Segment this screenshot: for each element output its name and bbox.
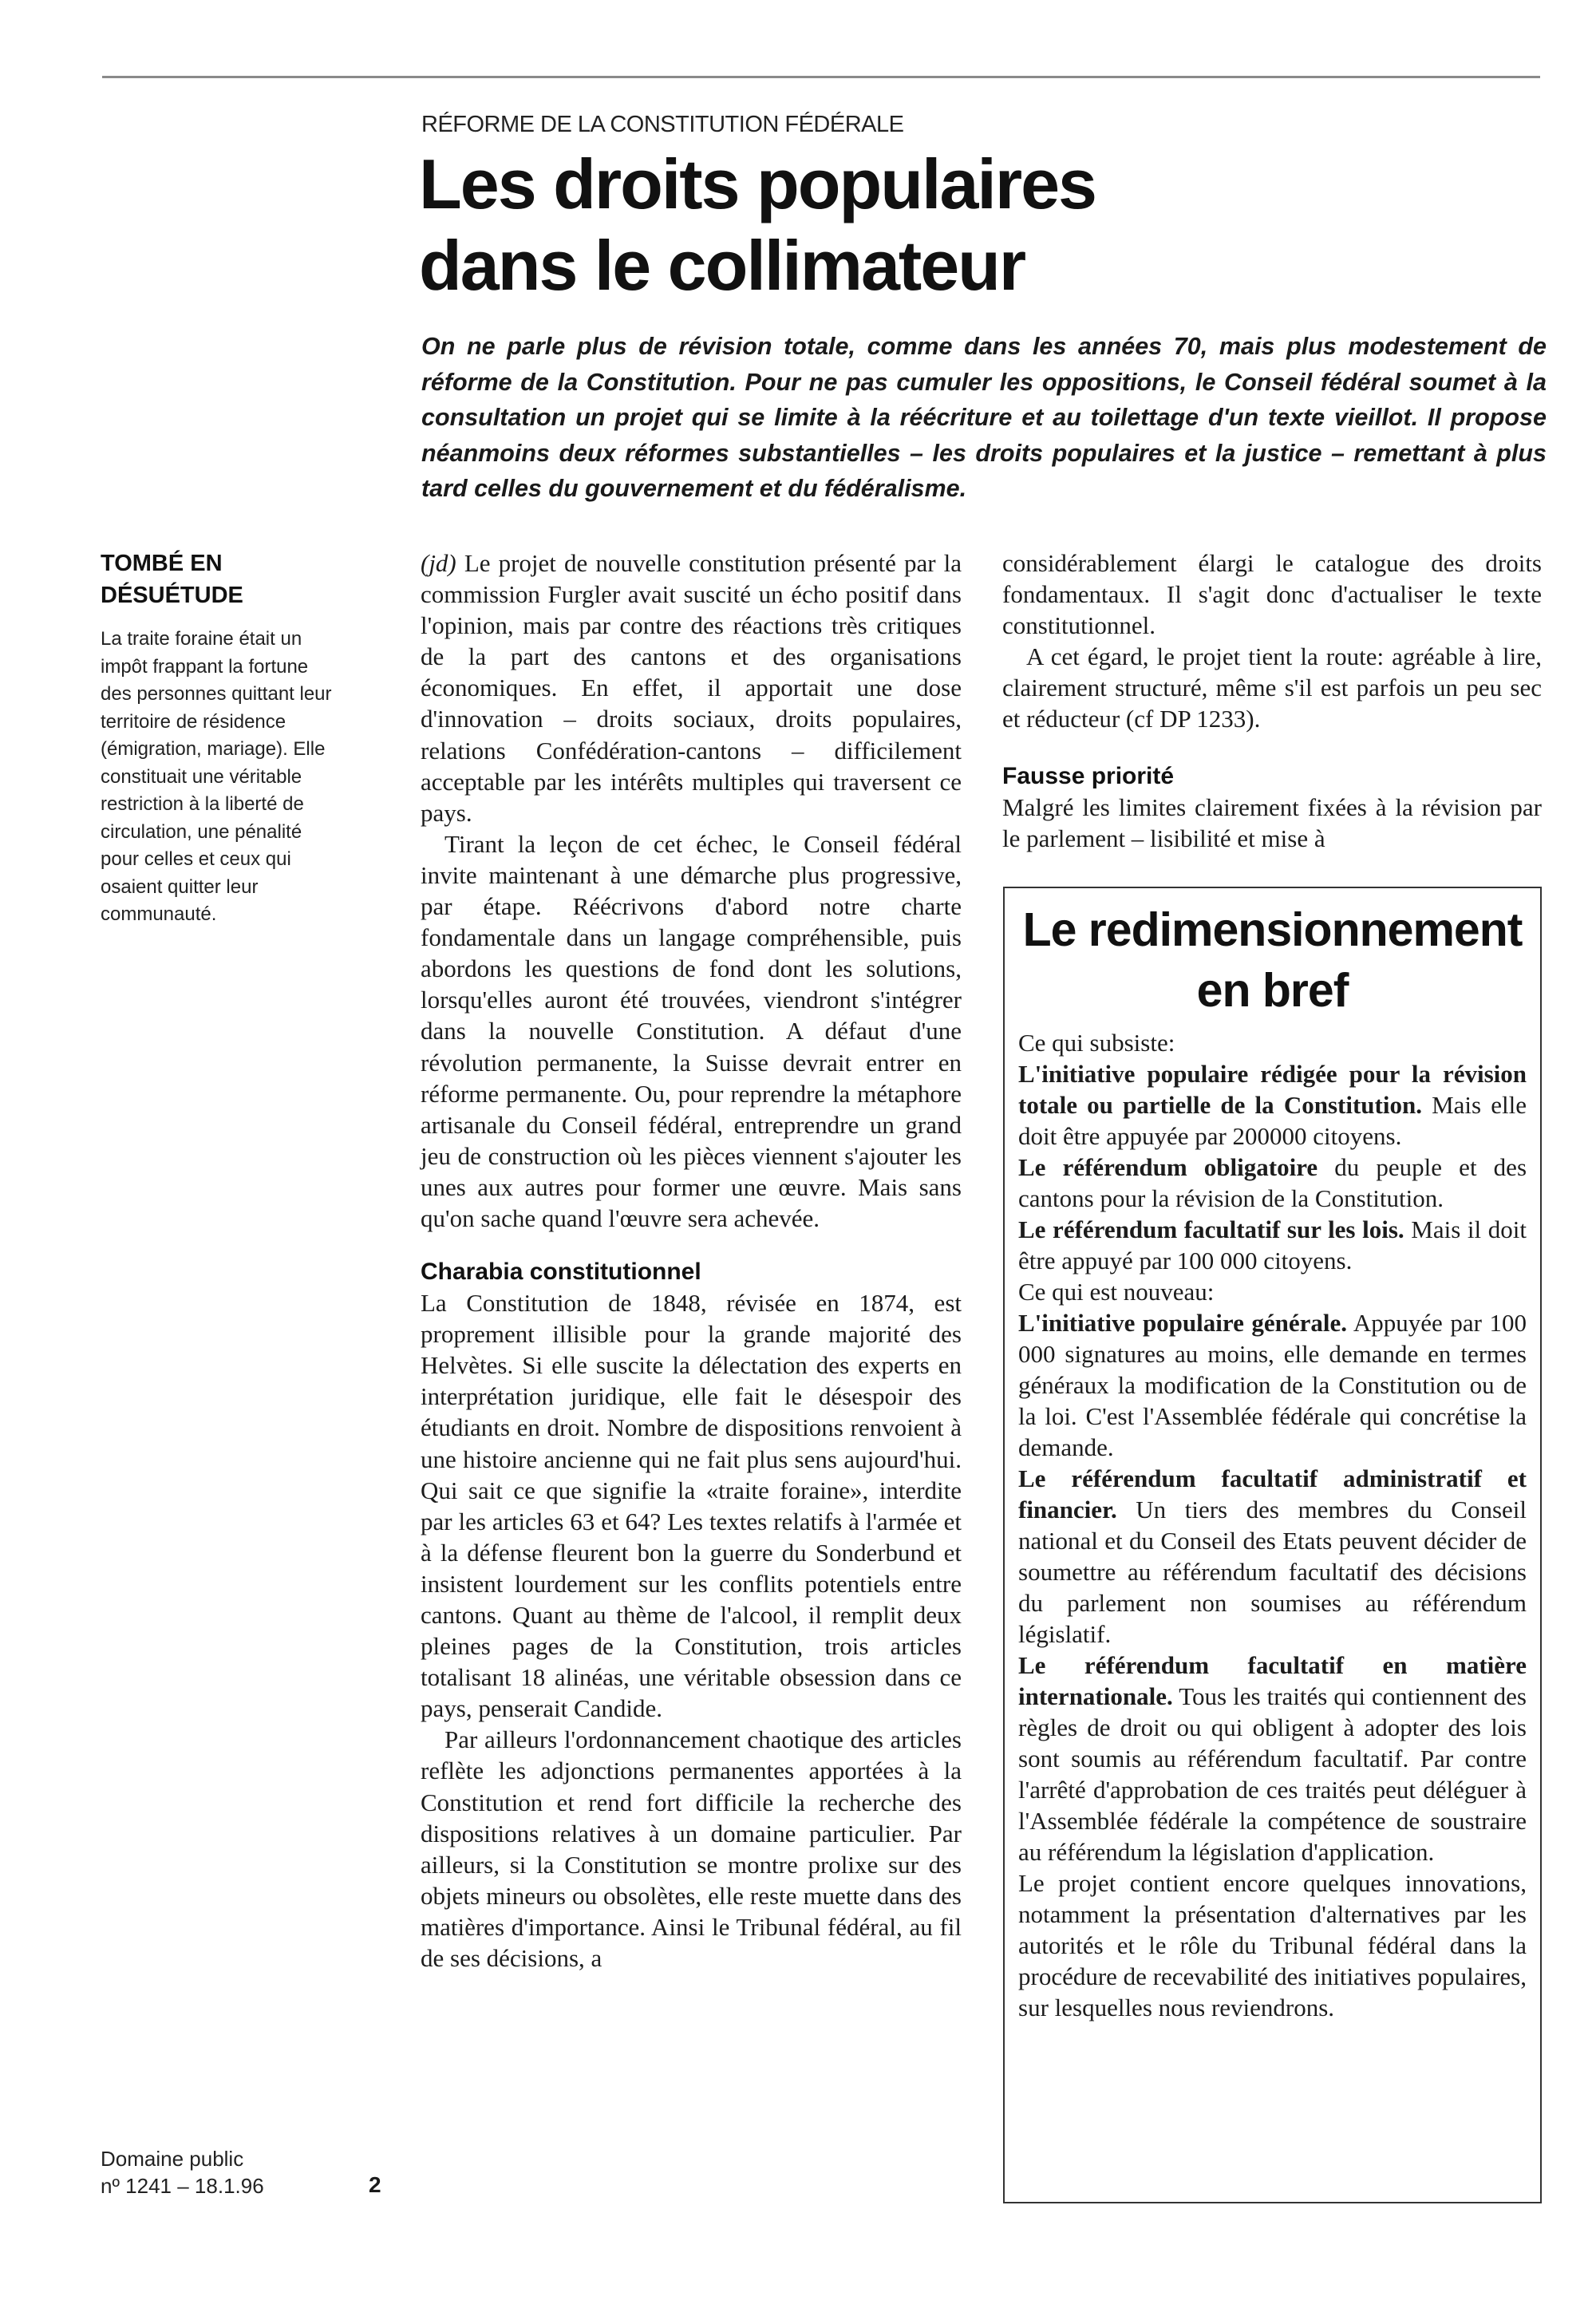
section-heading: Charabia constitutionnel	[421, 1259, 701, 1286]
sidebar-line: territoire de résidence	[101, 710, 286, 733]
publication-name: Domaine public	[101, 2147, 244, 2171]
box-item-text: du peuple et des cantons pour la révision de la Constitution.	[1018, 1153, 1527, 1212]
author-initials: (jd)	[421, 549, 456, 577]
sidebar-title-line-1: TOMBÉ EN	[101, 551, 223, 576]
body-paragraph: Par ailleurs l'ordonnancement chaotique des articles reflète les adjonctions permanentes apportées à la Constitution et rend fort difficile la recherche des dispositions relatives à un domaine particulier. Par ailleurs, si la Constitution se montre prolixe sur des objets mineurs ou obsolètes, elle reste muette dans des matières d'importance. Ainsi le Tribunal fédéral, au fil de ses décisions, a	[421, 1725, 962, 1973]
box-item	[1018, 1214, 1527, 1276]
box-closing: Le projet contient encore quelques innovations, notamment la présentation d'alternatives par les autorités et le rôle du Tribunal fédéral dans la procédure de recevabilité des initiatives populaires, sur lesquelles nous reviendrons.	[1018, 1869, 1527, 2021]
page-number: 2	[369, 2172, 381, 2197]
sidebar-line: communauté.	[101, 903, 217, 925]
article-column-1	[421, 547, 962, 1974]
box-item-title: Le référendum facultatif en matière internationale.	[1018, 1651, 1527, 1710]
article-lead	[421, 329, 1547, 507]
sidebar-note	[101, 547, 384, 929]
box-item-title: Le référendum facultatif sur les lois.	[1018, 1215, 1404, 1243]
body-paragraph: Tirant la leçon de cet échec, le Conseil fédéral invite maintenant à une démarche plus progressive, par étape. Réécrivons d'abord notre charte fondamentale dans un langage compréhensible, puis abordons les questions de fond dont les solutions, lorsqu'elles auront été trouvées, viendront s'intégrer dans la nouvelle Constitution. A défaut d'une révolution permanente, la Suisse devrait entrer en réforme permanente. Ou, pour reprendre la métaphore artisanale du Conseil fédéral, entreprendre un grand jeu de construction où les pièces viennent s'ajouter les unes aux autres pour former une œuvre. Mais sans qu'on sache quand l'œuvre sera achevée.	[421, 829, 962, 1232]
box-item	[1018, 1307, 1527, 1463]
box-item-text: Un tiers des membres du Conseil national et du Conseil des Etats peuvent décider de soumettre au référendum facultatif des décisions du parlement non soumises au référendum législatif.	[1018, 1496, 1527, 1648]
box-title-line-1: Le redimensionnement	[1022, 903, 1523, 956]
sidebar-title	[101, 547, 384, 611]
sidebar-line: des personnes quittant leur	[101, 683, 332, 705]
sidebar-line: (émigration, mariage). Elle	[101, 738, 326, 760]
paragraph-text: Le projet de nouvelle constitution présenté par la commission Furgler avait suscité un écho positif dans l'opinion, mais par contre des réactions très critiques de la part des cantons et des organisations économiques. En effet, il apportait une dose d'innovation – droits sociaux, droits populaires, relations Confédération-cantons – difficilement acceptable par les intérêts multiples qui traversent ce pays.	[421, 549, 962, 827]
header-rule	[102, 76, 1540, 78]
section-heading: Fausse priorité	[1002, 762, 1175, 789]
body-paragraph	[421, 547, 962, 828]
box-label-new: Ce qui est nouveau:	[1018, 1278, 1215, 1306]
summary-box	[1003, 887, 1542, 2203]
sidebar-line: constituait une véritable	[101, 765, 302, 788]
box-title	[1018, 899, 1527, 1021]
issue-info: nº 1241 – 18.1.96	[101, 2174, 264, 2198]
box-item-text: Mais elle doit être appuyée par 200000 citoyens.	[1018, 1091, 1527, 1150]
box-item-text: Appuyée par 100 000 signatures au moins, elle demande en termes généraux la modification de la Constitution ou de la loi. C'est l'Assemblée fédérale qui concrétise la demande.	[1018, 1309, 1527, 1461]
article-column-2	[1002, 547, 1542, 854]
body-paragraph: considérablement élargi le catalogue des droits fondamentaux. Il s'agit donc d'actualiser le texte constitutionnel.	[1002, 549, 1542, 640]
box-item	[1018, 1152, 1527, 1214]
sidebar-line: circulation, une pénalité	[101, 820, 302, 843]
box-item-text: Mais il doit être appuyé par 100 000 citoyens.	[1018, 1215, 1527, 1274]
page-footer	[101, 2145, 404, 2199]
sidebar-line: impôt frappant la fortune	[101, 655, 309, 678]
box-item	[1018, 1463, 1527, 1650]
box-label-subsists: Ce qui subsiste:	[1018, 1029, 1175, 1057]
sidebar-line: osaient quitter leur	[101, 875, 259, 898]
sidebar-title-line-2: DÉSUÉTUDE	[101, 583, 243, 608]
section-kicker: RÉFORME DE LA CONSTITUTION FÉDÉRALE	[421, 112, 904, 137]
article-headline	[419, 144, 1536, 306]
box-item-title: L'initiative populaire générale.	[1018, 1309, 1348, 1337]
box-item-title: Le référendum facultatif administratif et financier.	[1018, 1464, 1527, 1523]
body-paragraph: Malgré les limites clairement fixées à la révision par le parlement – lisibilité et mise à	[1002, 792, 1542, 852]
box-item	[1018, 1650, 1527, 1867]
box-body	[1018, 1027, 1527, 2023]
lead-text: On ne parle plus de révision totale, comme dans les années 70, mais plus modestement de réforme de la Constitution. Pour ne pas cumuler les oppositions, le Conseil fédéral soumet à la consultation un projet qui se limite à la réécriture et au toilettage d'un texte vieillot. Il propose néanmoins deux réformes substantielles – les droits populaires et la justice – remettant à plus tard celles du gouvernement et du fédéralisme.	[421, 333, 1547, 502]
box-item-title: Le référendum obligatoire	[1018, 1153, 1318, 1181]
sidebar-text	[101, 626, 384, 929]
sidebar-line: La traite foraine était un	[101, 628, 302, 650]
sidebar-line: pour celles et ceux qui	[101, 848, 291, 870]
body-paragraph: La Constitution de 1848, révisée en 1874, est proprement illisible pour la grande majorité des Helvètes. Si elle suscite la délectation des experts en interprétation juridique, elle fait le désespoir des étudiants en droit. Nombre de dispositions renvoient à une histoire ancienne qui ne fait plus sens aujourd'hui. Qui sait ce que signifie la «traite foraine», interdite par les articles 63 et 64? Les textes relatifs à l'armée et à la défense fleurent bon la guerre du Sonderbund et insistent lourdement sur les conflits potentiels entre cantons. Quant au thème de l'alcool, il remplit deux pleines pages de la Constitution, trois articles totalisant 18 alinéas, une véritable obsession dans ce pays, penserait Candide.	[421, 1289, 962, 1723]
box-item	[1018, 1058, 1527, 1152]
headline-line-1: Les droits populaires	[419, 144, 1096, 223]
headline-line-2: dans le collimateur	[419, 226, 1025, 305]
box-title-line-2: en bref	[1196, 964, 1349, 1017]
box-item-title: L'initiative populaire rédigée pour la révision totale ou partielle de la Constitution.	[1018, 1060, 1527, 1119]
sidebar-line: restriction à la liberté de	[101, 793, 304, 815]
box-item-text: Tous les traités qui contiennent des règles de droit ou qui obligent à adopter des lois sont soumis au référendum facultatif. Par contre l'arrêté d'approbation de ces traités peut déléguer à l'Assemblée fédérale la compétence de soustraire au référendum la législation d'application.	[1018, 1682, 1527, 1866]
body-paragraph: A cet égard, le projet tient la route: agréable à lire, clairement structuré, même s'il est parfois un peu sec et réducteur (cf DP 1233).	[1002, 642, 1542, 733]
